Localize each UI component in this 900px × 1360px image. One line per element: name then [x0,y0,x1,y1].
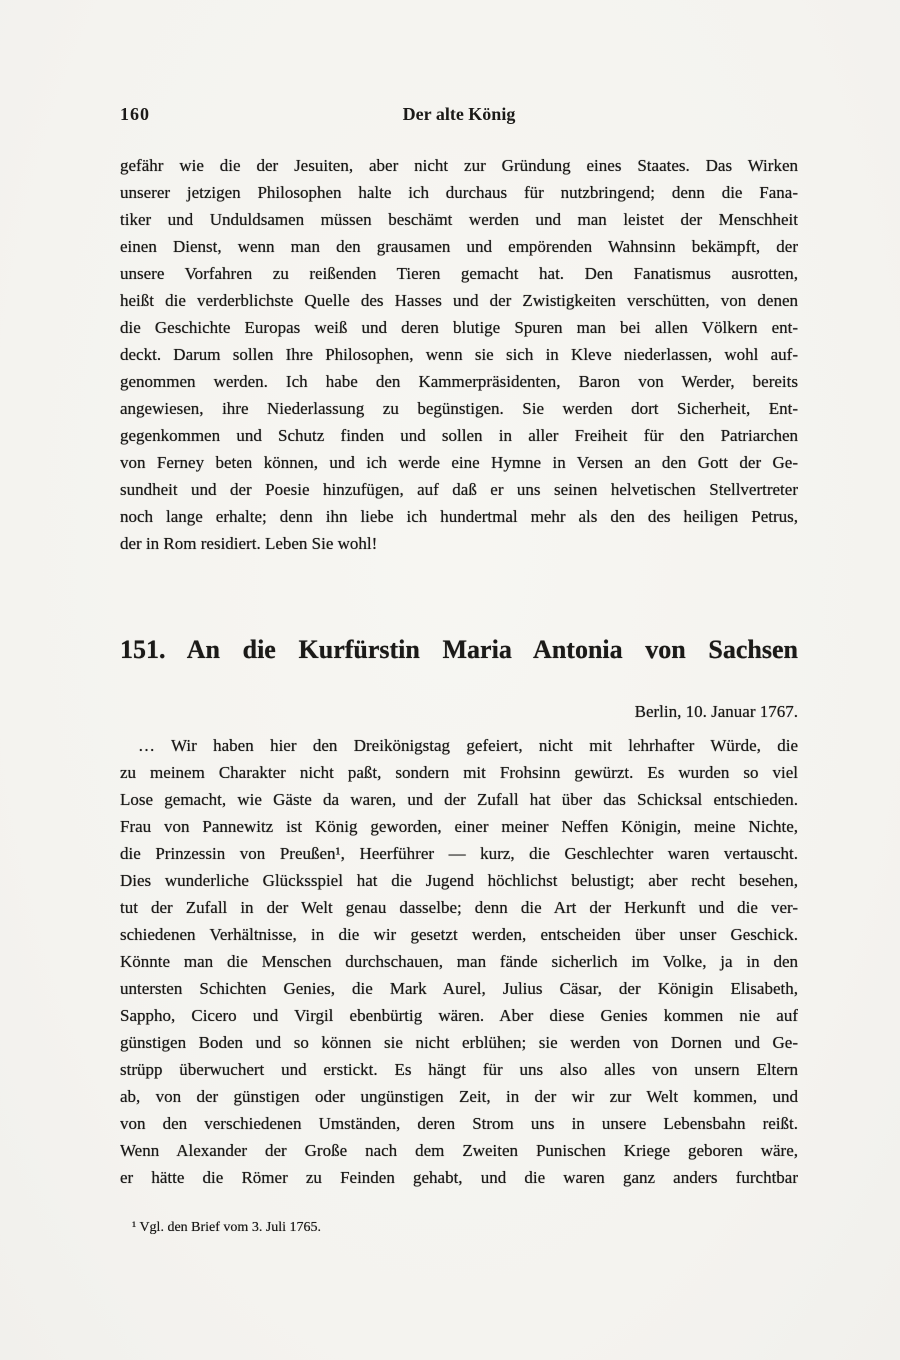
text-line: heißt die verderblichste Quelle des Hasses und der Zwistigkeiten verschütten, von denen [120,291,798,310]
letter-151-dateline: Berlin, 10. Januar 1767. [634,702,798,721]
text-line: genommen werden. Ich habe den Kammerpräsidenten, Baron von Werder, bereits [120,372,798,391]
letter-151-heading: 151. An die Kurfürstin Maria Antonia von Sachsen [120,635,798,664]
footnote: ¹ Vgl. den Brief vom 3. Juli 1765. [132,1220,322,1235]
text-line: deckt. Darum sollen Ihre Philosophen, wenn sie sich in Kleve niederlassen, wohl auf- [120,345,798,364]
letter-151-body-paragraph [120,732,798,1191]
text-line: zu meinem Charakter nicht paßt, sondern mit Frohsinn gewürzt. Es wurden so viel [120,763,798,782]
letter-150-continuation-paragraph [120,152,798,557]
text-line: sundheit und der Poesie hinzufügen, auf daß er uns seinen helvetischen Stellvertreter [120,480,798,499]
text-line: … Wir haben hier den Dreikönigstag gefeiert, nicht mit lehrhafter Würde, die [138,736,798,755]
text-line: Dies wunderliche Glücksspiel hat die Jugend höchlichst belustigt; aber recht besehen, [120,871,798,890]
text-line: gegenkommen und Schutz finden und sollen in aller Freiheit für den Patriarchen [120,426,798,445]
running-head [120,104,798,130]
text-line: unserer jetzigen Philosophen halte ich durchaus für nutzbringend; denn die Fana- [120,183,798,202]
text-line: die Prinzessin von Preußen¹, Heerführer — kurz, die Geschlechter waren vertauscht. [120,844,798,863]
text-line: untersten Schichten Genies, die Mark Aurel, Julius Cäsar, der Königin Elisabeth, [120,979,798,998]
text-line: der in Rom residiert. Leben Sie wohl! [120,534,378,553]
text-line: günstigen Boden und so können sie nicht erblühen; sie werden von Dornen und Ge- [120,1033,798,1052]
text-line: unsere Vorfahren zu reißenden Tieren gemacht hat. Den Fanatismus ausrotten, [120,264,798,283]
text-line: tut der Zufall in der Welt genau dasselbe; denn die Art der Herkunft und die ver- [120,898,798,917]
text-line: Frau von Pannewitz ist König geworden, einer meiner Neffen Königin, meine Nichte, [120,817,798,836]
running-title: Der alte König [402,104,516,124]
text-line: Lose gemacht, wie Gäste da waren, und der Zufall hat über das Schicksal entschieden. [120,790,798,809]
text-line: schiedenen Verhältnisse, in die wir gesetzt werden, entscheiden über unser Geschick. [120,925,798,944]
text-line: Sappho, Cicero und Virgil ebenbürtig wären. Aber diese Genies kommen nie auf [120,1006,798,1025]
text-line: tiker und Unduldsamen müssen beschämt werden und man leistet der Menschheit [120,210,798,229]
text-line: Könnte man die Menschen durchschauen, man fände sicherlich im Volke, ja in den [120,952,798,971]
text-line: ab, von der günstigen oder ungünstigen Zeit, in der wir zur Welt kommen, und [120,1087,798,1106]
text-line: die Geschichte Europas weiß und deren blutige Spuren man bei allen Völkern ent- [120,318,798,337]
text-line: angewiesen, ihre Niederlassung zu begünstigen. Sie werden dort Sicherheit, Ent- [120,399,798,418]
text-line: von den verschiedenen Umständen, deren Strom uns in unsere Lebensbahn reißt. [120,1114,798,1133]
text-line: noch lange erhalte; denn ihn liebe ich hundertmal mehr als den des heiligen Petrus, [120,507,798,526]
text-line: gefähr wie die der Jesuiten, aber nicht zur Gründung eines Staates. Das Wirken [120,156,798,175]
page-number: 160 [120,104,150,124]
text-line: strüpp überwuchert und erstickt. Es hängt für uns also alles von unsern Eltern [120,1060,798,1079]
text-line: von Ferney beten können, und ich werde eine Hymne in Versen an den Gott der Ge- [120,453,798,472]
text-line: Wenn Alexander der Große nach dem Zweiten Punischen Kriege geboren wäre, [120,1141,798,1160]
text-line: er hätte die Römer zu Feinden gehabt, und die waren ganz anders furchtbar [120,1168,798,1187]
text-line: einen Dienst, wenn man den grausamen und empörenden Wahnsinn bekämpft, der [120,237,798,256]
